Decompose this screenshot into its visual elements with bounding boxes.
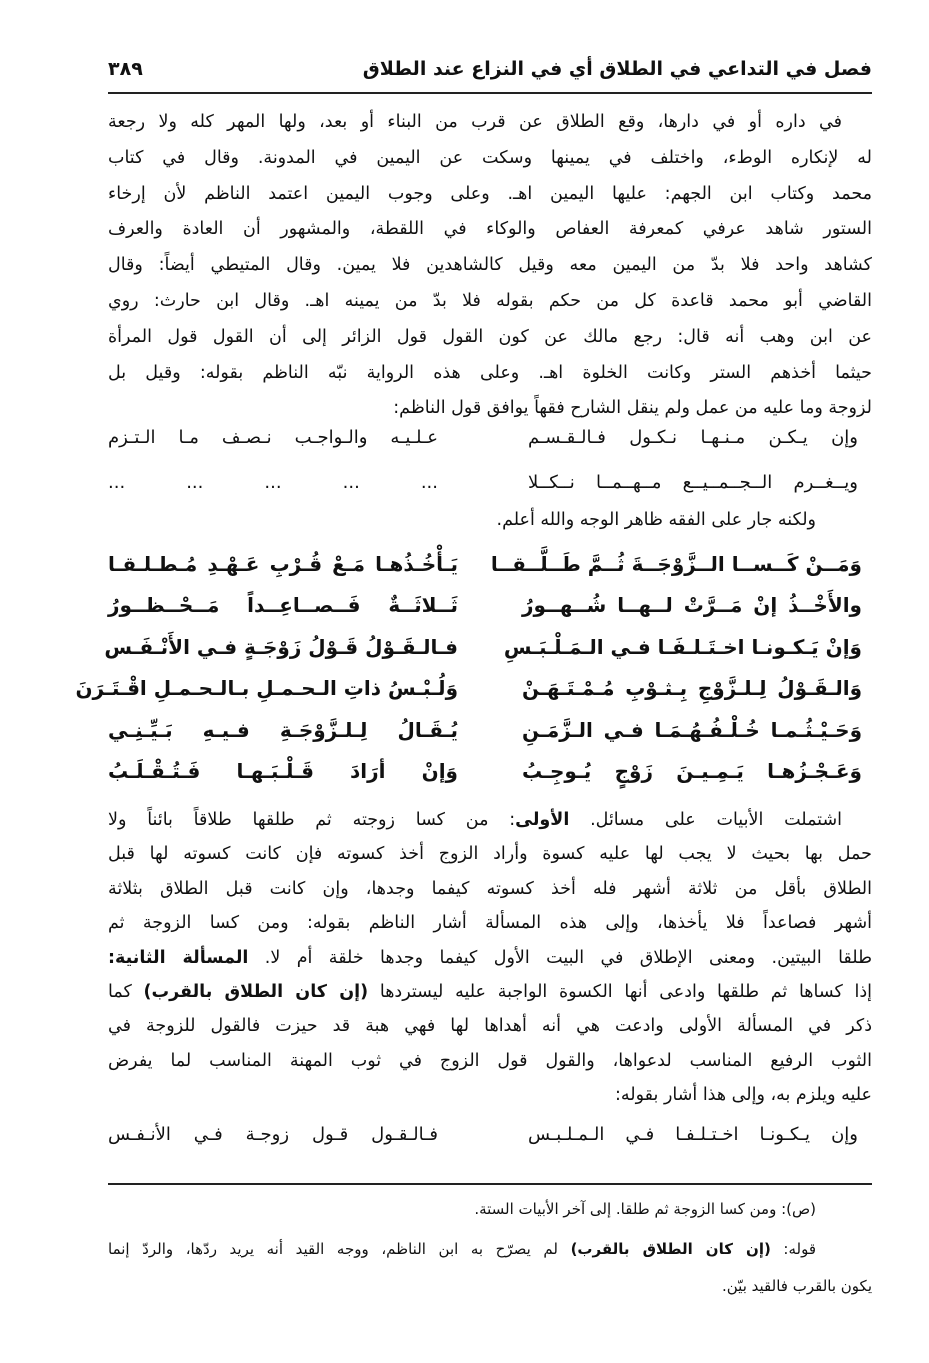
text-run: ذكر في المسألة الأولى وادعت هي أنه أهداها لها فهي هبة قد حيزت فالقول للزوجة في bbox=[108, 1016, 872, 1037]
text-line bbox=[108, 906, 872, 940]
footnote-1 bbox=[474, 1200, 816, 1218]
paragraph-1 bbox=[108, 105, 872, 427]
text-run: : من كسا زوجته ثم طلقها طلاقاً بائناً ولا bbox=[108, 810, 516, 830]
verse-line bbox=[75, 676, 872, 717]
text-run: الطلاق بأقل من ثلاثة أشهر فله أخذ كسوته كيفما وجدها، وإن كانت قبل الطلاق بثلاثة bbox=[108, 878, 872, 899]
text-line bbox=[108, 177, 872, 213]
text-run: كما bbox=[108, 981, 144, 1002]
paragraph-2 bbox=[108, 803, 872, 1113]
text-line bbox=[108, 105, 872, 141]
text-line bbox=[108, 975, 872, 1009]
second-hemistich: يُـقَـالُ لِـلـزَّوْجَـةِ فـيـهِ بَـيِّـنِـي bbox=[108, 717, 458, 742]
text-run: أشهر فصاعداً فلا يأخذها، وإلى هذه المسألة أشار الناظم بقوله: ومن كسا الزوجة ثم bbox=[108, 913, 872, 934]
first-hemistich: والأَخْــذُ إنْ مَــرَّتْ لــهــا شُــهــورُ bbox=[522, 593, 862, 618]
text-run: عليه ويلزم به، وإلى هذا أشار بقوله: bbox=[615, 1085, 872, 1106]
text-line bbox=[108, 320, 872, 356]
first-hemistich: ويــغــرم الــجــمــيــع مــهــمــا نــكــلا bbox=[528, 472, 858, 493]
first-hemistich: وإن يـكـن مـنـهـا نـكـول فـالـقـسـم bbox=[528, 427, 858, 448]
text-run: محمد وكتاب ابن الجهم: عليها اليمين اهـ. وعلى وجوب اليمين اعتمد الناظم لأن إرخاء bbox=[108, 183, 872, 204]
text-line bbox=[108, 872, 872, 906]
text-line bbox=[108, 141, 872, 177]
text-line bbox=[108, 941, 872, 975]
text-run: لم يصرّح به ابن الناظم، ووجه القيد أنه يريد ردّها، والردّ إنما bbox=[108, 1240, 571, 1258]
text-line bbox=[108, 1044, 872, 1078]
text-line bbox=[108, 1078, 872, 1112]
text-run: عن ابن وهب أنه قال: رجع مالك عن كون القول قول الزائر إلى أن القول قول المرأة bbox=[108, 326, 872, 347]
text-run: يكون بالقرب فالقيد بيّن. bbox=[721, 1277, 872, 1295]
second-hemistich: عـلـيـه والـواجـب نـصـف مـا الـتـزم bbox=[108, 427, 438, 448]
second-hemistich: فـالـقـول قـول زوجـة فـي الأنـفـس bbox=[108, 1124, 438, 1145]
text-line bbox=[108, 837, 872, 871]
text-run: الستور شاهد عرفي كمعرفة العفاص والوكاء في اللقطة، والمشهور أن العادة والعرف bbox=[108, 219, 872, 240]
chapter-title: فصل في التداعي في الطلاق أي في النزاع عند الطلاق bbox=[362, 58, 872, 80]
second-hemistich: وَإنْ أرَادَ قَـلْـبَـهـا فَـتُـقْـلَـبُ bbox=[108, 758, 458, 783]
page-number: ٣٨٩ bbox=[108, 58, 143, 80]
second-hemistich: وَلُـبْـسُ ذاتِ الـحـمـلِ بـالـحـمـلِ اقْـتَـرَنَ bbox=[75, 676, 458, 701]
verse-line bbox=[108, 718, 872, 759]
bold-term: (إن كان الطلاق بالقرب) bbox=[143, 981, 369, 1002]
running-header bbox=[108, 58, 872, 88]
footnote-rule bbox=[108, 1183, 872, 1185]
text-run: (ص): ومن كسا الزوجة ثم طلقا. إلى آخر الأبيات الستة. bbox=[474, 1200, 816, 1218]
second-hemistich: فـالـقَـوْلُ قَـوْلُ زَوْجَـةٍ فـي الأَنْـفَـس bbox=[104, 634, 458, 659]
text-line bbox=[108, 212, 872, 248]
poem-verses bbox=[75, 552, 872, 800]
first-hemistich: وَمَــنْ كَــســا الــزَّوْجَــةَ ثُــمَّ طَــلَّــقــا bbox=[490, 552, 862, 576]
text-run: لزوجة وما عليه من عمل ولم ينقل الشارح فقهاً يوافق قول الناظم: bbox=[393, 398, 872, 419]
bold-term: الأولى bbox=[515, 810, 570, 830]
second-hemistich: يَـأْخُـذُهـا مَـعْ قُـرْبِ عَـهْـدِ مُـطـلـقـا bbox=[108, 552, 458, 576]
text-line bbox=[108, 356, 872, 392]
footnote-2-line-2 bbox=[722, 1277, 872, 1295]
text-run: إذا كساها ثم طلقها وادعى أنها الكسوة الواجبة عليه ليستردها bbox=[368, 981, 873, 1002]
text-line bbox=[108, 391, 872, 427]
footnote-2-line-1 bbox=[108, 1240, 872, 1258]
text-line bbox=[108, 803, 872, 837]
bold-term: (إن كان الطلاق بالقرب) bbox=[570, 1240, 771, 1258]
text-run: له لإنكاره الوطء، واختلف في يمينها وسكت عن اليمين في المدونة. وقال في كتاب bbox=[108, 147, 872, 168]
verse-line bbox=[108, 593, 872, 634]
text-run: حمل بها بحيث لا يجب لها عليه كسوة وأراد الزوج أخذ كسوته فإن كانت كسوته لها قبل bbox=[108, 844, 872, 865]
text-run: الثوب الرفيع المناسب لدعواها، والقول قول الزوج في ثوب المهنة المناسب لما يفرض bbox=[108, 1050, 872, 1071]
second-hemistich: ثَــلاثَــةٌ فَــصــاعِــداً مَــحْــظــورُ bbox=[108, 593, 458, 618]
header-rule bbox=[108, 92, 872, 94]
closing-line: ولكنه جار على الفقه ظاهر الوجه والله أعلم. bbox=[496, 510, 816, 530]
second-hemistich: ... ... ... ... ... bbox=[108, 472, 438, 493]
text-run: قوله: bbox=[770, 1240, 817, 1258]
bold-term: المسألة الثانية: bbox=[108, 947, 249, 968]
verse-quote-2 bbox=[108, 1124, 872, 1169]
text-run: اشتملت الأبيات على مسائل. bbox=[569, 810, 842, 830]
first-hemistich: وَعَـجْـزُهـا يَـمِـيـنَ زَوْجٍ يُـوجِـبُ bbox=[522, 758, 862, 783]
text-line bbox=[108, 248, 872, 284]
text-line bbox=[108, 284, 872, 320]
closing-line-block bbox=[108, 510, 872, 530]
verse-quote-1 bbox=[108, 427, 872, 517]
first-hemistich: وَإنْ يَـكـونـا اخـتَـلـفَـا فـي الـمَـلْـبَـسِ bbox=[503, 634, 862, 659]
first-hemistich: وإن يـكـونـا اخـتـلـفـا فـي الـمـلـبـس bbox=[528, 1124, 858, 1145]
text-run: كشاهد واحد فلا بدّ من اليمين معه وقيل كالشاهدين فلا يمين. وقال المتيطي أيضاً: وقال bbox=[108, 255, 872, 276]
first-hemistich: وَالـقَـوْلُ لِـلـزَّوْجِ بِـثـوْبِ مُـمْـتَـهَـنْ bbox=[522, 676, 862, 701]
text-line bbox=[108, 1009, 872, 1043]
first-hemistich: وَحَـيْـثُـمـا خُـلْـفُـهُـمَـا فـي الـزَّمَـنِ bbox=[522, 717, 862, 742]
text-run: حيثما أخذهم الستر وكانت الخلوة اهـ. وعلى هذه الرواية نبّه الناظم بقوله: وقيل بل bbox=[108, 362, 872, 383]
verse-line bbox=[108, 552, 872, 593]
verse-line bbox=[104, 634, 872, 676]
text-run: في داره أو في دارها، وقع الطلاق عن قرب من البناء أو بعد، ولها المهر كله ولا رجعة bbox=[108, 112, 842, 132]
text-run: طلقا البيتين. ومعنى الإطلاق في البيت الأول كيفما وجدها خلقة أم لا. bbox=[248, 947, 873, 968]
verse-line bbox=[108, 427, 872, 472]
text-run: القاضي أبو محمد قاعدة كل من حكم بقوله فلا بدّ من يمينه اهـ. وقال ابن حارث: روي bbox=[108, 290, 872, 311]
verse-line bbox=[108, 759, 872, 800]
verse-line bbox=[108, 1124, 872, 1169]
